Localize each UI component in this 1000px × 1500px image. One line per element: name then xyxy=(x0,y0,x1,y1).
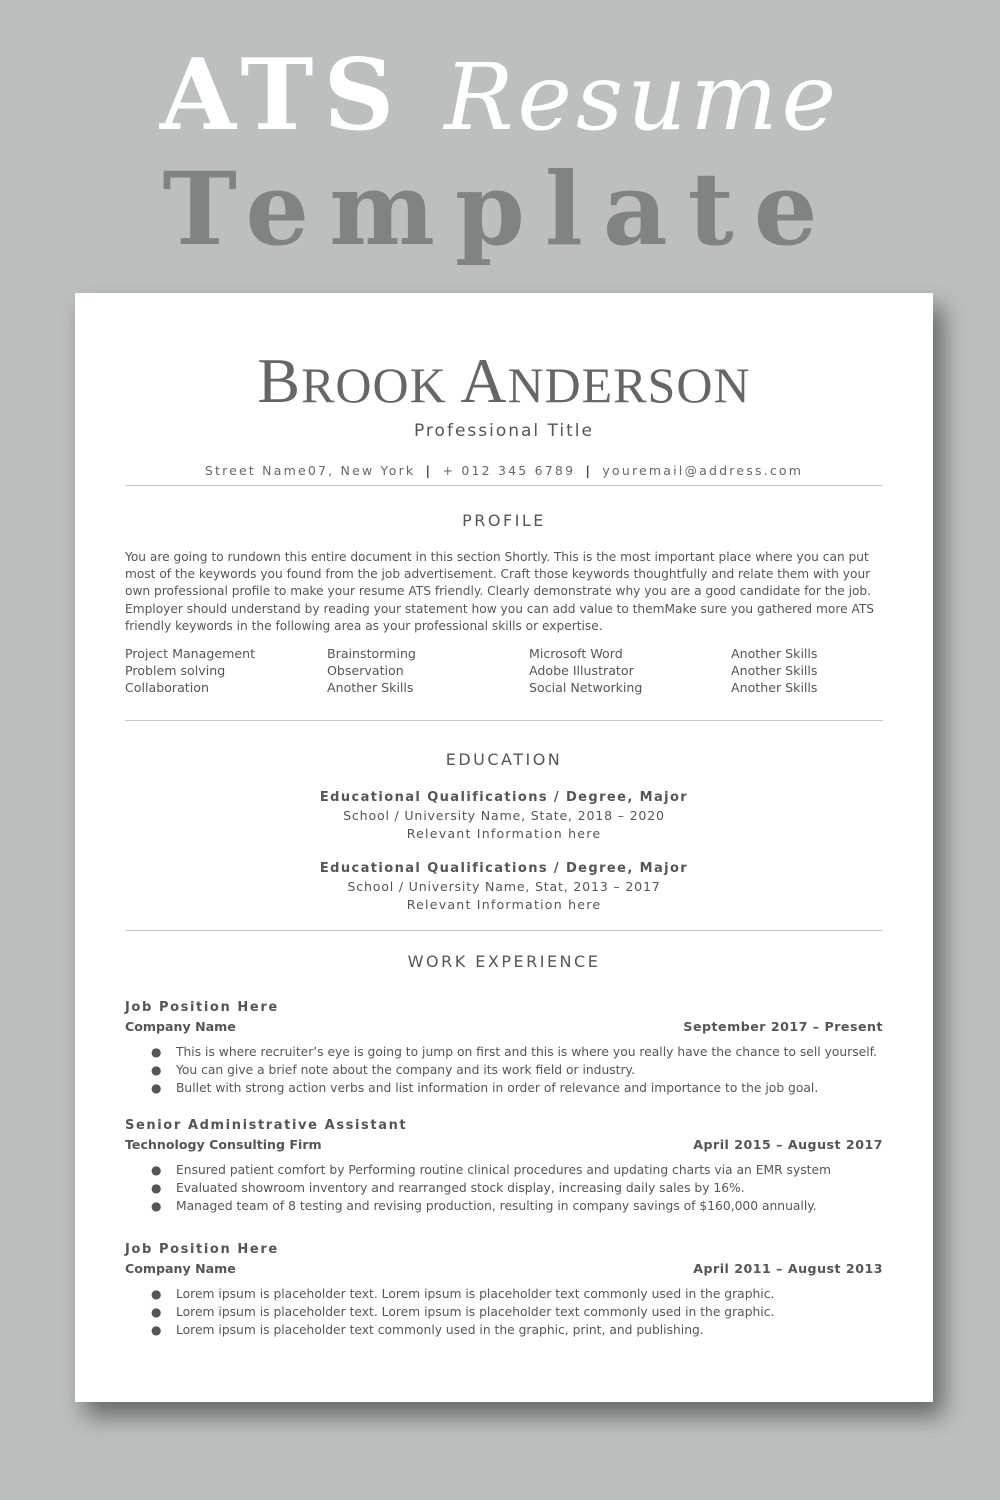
education-degree: Educational Qualifications / Degree, Major xyxy=(319,790,689,805)
job-bullet: ● Bullet with strong action verbs and list information in order of relevance and importance to the job goal. xyxy=(151,1081,819,1095)
job-dates: April 2011 – August 2013 xyxy=(693,1261,883,1276)
divider xyxy=(125,930,883,931)
job-bullet: ● Lorem ipsum is placeholder text commonly used in the graphic, print, and publishing. xyxy=(151,1323,704,1337)
job-position: Job Position Here xyxy=(125,1242,279,1257)
name-last-rest: NDERSON xyxy=(507,357,751,413)
job-bullets xyxy=(125,1285,883,1339)
bullet-icon: ● xyxy=(151,1305,162,1319)
job-position: Senior Administrative Assistant xyxy=(125,1118,408,1133)
skills-grid xyxy=(125,645,883,696)
bullet-icon: ● xyxy=(151,1287,162,1301)
job-bullet: ● You can give a brief note about the company and its work field or industry. xyxy=(151,1063,635,1077)
contact-separator: | xyxy=(585,463,593,478)
job-bullet: ● Lorem ipsum is placeholder text. Lorem ipsum is placeholder text commonly used in the graphic. xyxy=(151,1287,775,1301)
skills-column xyxy=(529,645,731,696)
job-bullet: ● Ensured patient comfort by Performing routine clinical procedures and updating charts via an EMR system xyxy=(151,1163,832,1177)
skill-item: Microsoft Word xyxy=(529,646,623,661)
skill-item: Brainstorming xyxy=(327,646,416,661)
education-info: Relevant Information here xyxy=(406,826,602,841)
contact-separator: | xyxy=(425,463,433,478)
skill-item: Problem solving xyxy=(125,663,226,678)
contact-address: Street Name07, New York xyxy=(204,463,416,478)
skill-item: Another Skills xyxy=(327,680,414,695)
skills-column xyxy=(125,645,327,696)
banner-ats-word: ATS xyxy=(159,38,405,153)
job-dates: September 2017 – Present xyxy=(683,1019,883,1034)
job-bullets xyxy=(125,1043,883,1097)
skills-column xyxy=(731,645,883,696)
education-entry xyxy=(75,789,933,843)
contact-email[interactable]: youremail@address.com xyxy=(602,463,804,478)
job-dates: April 2015 – August 2017 xyxy=(693,1137,883,1152)
education-entry xyxy=(75,860,933,914)
skill-item: Adobe Illustrator xyxy=(529,663,634,678)
skill-item: Observation xyxy=(327,663,404,678)
job-company: Technology Consulting Firm xyxy=(125,1137,322,1152)
divider xyxy=(125,485,883,486)
skill-item: Collaboration xyxy=(125,680,209,695)
bullet-icon: ● xyxy=(151,1063,162,1077)
job-entry xyxy=(125,998,883,1097)
job-position: Job Position Here xyxy=(125,1000,279,1015)
bullet-icon: ● xyxy=(151,1323,162,1337)
skill-item: Social Networking xyxy=(529,680,643,695)
resume-name xyxy=(75,345,933,416)
banner-resume-word: Resume xyxy=(444,44,841,151)
skill-item: Another Skills xyxy=(731,646,818,661)
education-school: School / University Name, Stat, 2013 – 2017 xyxy=(347,879,661,894)
job-bullet: ● Lorem ipsum is placeholder text. Lorem ipsum is placeholder text commonly used in the graphic. xyxy=(151,1305,775,1319)
job-company: Company Name xyxy=(125,1261,236,1276)
banner-title-line1 xyxy=(0,38,1000,153)
job-bullet: ● Managed team of 8 testing and revising production, resulting in company savings of $160,000 annually. xyxy=(151,1199,817,1213)
job-entry xyxy=(125,1240,883,1339)
bullet-icon: ● xyxy=(151,1199,162,1213)
education-info: Relevant Information here xyxy=(406,897,602,912)
work-heading: WORK EXPERIENCE xyxy=(407,952,601,971)
bullet-icon: ● xyxy=(151,1045,162,1059)
education-school: School / University Name, State, 2018 – 2020 xyxy=(343,808,665,823)
bullet-icon: ● xyxy=(151,1163,162,1177)
skills-column xyxy=(327,645,529,696)
name-first-initial: B xyxy=(257,345,302,416)
profile-text: You are going to rundown this entire document in this section Shortly. This is the most important place where you can put most of the keywords you found from the job advertisement. Craft those keywords thoughtfully and relate them with your own professional profile to make your resume ATS friendly. Clearly demonstrate why you are a good candidate for the job. Employer should understand by reading your statement how you can add value to themMake sure you gathered more ATS friendly keywords in the following area as your professional skills or expertise. xyxy=(125,550,875,633)
professional-title: Professional Title xyxy=(413,421,594,441)
divider xyxy=(125,720,883,721)
job-bullet: ● Evaluated showroom inventory and rearranged stock display, increasing daily sales by 16%. xyxy=(151,1181,745,1195)
resume-page xyxy=(75,293,933,1402)
name-last-initial: A xyxy=(460,345,508,416)
banner xyxy=(0,0,1000,290)
skill-item: Another Skills xyxy=(731,680,818,695)
job-bullet: ● This is where recruiter’s eye is going to jump on first and this is where you really have the chance to sell yourself. xyxy=(151,1045,877,1059)
job-company: Company Name xyxy=(125,1019,236,1034)
name-first-rest: ROOK xyxy=(301,357,447,413)
job-bullets xyxy=(125,1161,883,1215)
contact-line xyxy=(75,463,933,478)
skill-item: Another Skills xyxy=(731,663,818,678)
skill-item: Project Management xyxy=(125,646,256,661)
job-entry xyxy=(125,1116,883,1215)
bullet-icon: ● xyxy=(151,1081,162,1095)
education-heading: EDUCATION xyxy=(445,750,563,769)
banner-template-word: Template xyxy=(162,150,838,268)
education-degree: Educational Qualifications / Degree, Major xyxy=(319,861,689,876)
profile-heading: PROFILE xyxy=(462,511,546,530)
bullet-icon: ● xyxy=(151,1181,162,1195)
contact-phone: + 012 345 6789 xyxy=(442,463,576,478)
